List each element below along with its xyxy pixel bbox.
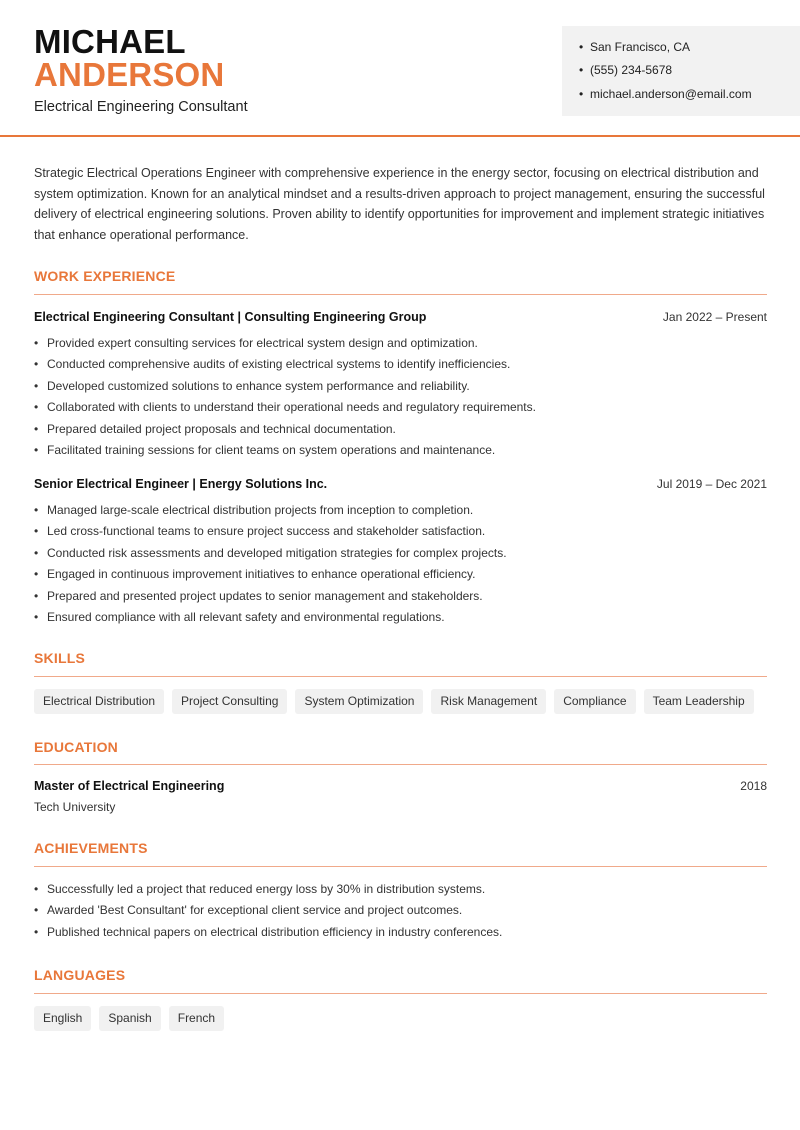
bullet-icon: • [34,567,39,582]
list-item: • Awarded 'Best Consultant' for exceptional client service and project outcomes. [34,903,463,918]
bullet-icon: • [34,442,39,457]
bullet-icon: • [34,378,39,393]
resume-header [0,0,800,137]
section-divider [34,764,767,765]
language-chip: Spanish [99,1006,160,1031]
list-item: • Developed customized solutions to enhance system performance and reliability. [34,378,470,393]
bullet-icon: • [34,357,39,372]
bullet-icon: • [34,588,39,603]
education-school: Tech University [34,800,116,814]
bullet-icon: • [34,400,39,415]
list-item: • Published technical papers on electrical distribution efficiency in industry conferences. [34,924,503,939]
list-item: • Managed large-scale electrical distribution projects from inception to completion. [34,503,474,517]
job-dates: Jan 2022 – Present [662,310,767,324]
section-title-work: WORK EXPERIENCE [34,268,176,284]
contact-phone: • (555) 234-5678 [579,63,673,77]
list-item: • Facilitated training sessions for client teams on system operations and maintenance. [34,442,496,457]
list-item: • Led cross-functional teams to ensure project success and stakeholder satisfaction. [34,524,486,539]
first-name: MICHAEL [34,23,186,60]
language-chip: English [34,1006,91,1031]
bullet-icon: • [34,903,39,918]
list-item: • Prepared and presented project updates to senior management and stakeholders. [34,588,483,603]
bullet-icon: • [579,63,584,77]
last-name: ANDERSON [34,56,225,93]
bullet-icon: • [34,882,39,896]
list-item: • Provided expert consulting services for electrical system design and optimization. [34,336,478,350]
languages-list [34,1006,224,1031]
skill-chip: Risk Management [431,689,546,714]
job-bullets [34,503,507,631]
section-divider [34,676,767,677]
contact-email: • michael.anderson@email.com [579,87,752,101]
bullet-icon: • [34,421,39,436]
job-title: Electrical Engineering Consultant [34,99,248,115]
skill-chip: Electrical Distribution [34,689,164,714]
list-item: • Successfully led a project that reduced energy loss by 30% in distribution systems. [34,882,486,896]
bullet-icon: • [579,87,584,101]
section-divider [34,294,767,295]
bullet-icon: • [34,503,39,517]
skill-chip: Project Consulting [172,689,287,714]
section-title-achievements: ACHIEVEMENTS [34,840,148,856]
bullet-icon: • [34,545,39,560]
list-item: • Prepared detailed project proposals and technical documentation. [34,421,396,436]
section-title-education: EDUCATION [34,739,118,755]
contact-box [562,26,800,116]
language-chip: French [169,1006,224,1031]
skill-chip: Team Leadership [644,689,754,714]
education-year: 2018 [740,779,767,793]
list-item: • Engaged in continuous improvement initiatives to enhance operational efficiency. [34,567,476,582]
achievements-list [34,882,502,946]
contact-location: • San Francisco, CA [579,40,691,54]
job-heading: Electrical Engineering Consultant | Consulting Engineering Group [34,310,427,324]
skills-list [34,689,754,714]
section-title-skills: SKILLS [34,650,85,666]
list-item: • Conducted comprehensive audits of existing electrical systems to identify inefficiencies. [34,357,511,372]
list-item: • Collaborated with clients to understand their operational needs and regulatory requirements. [34,400,536,415]
list-item: • Ensured compliance with all relevant safety and environmental regulations. [34,609,445,624]
bullet-icon: • [34,924,39,939]
bullet-icon: • [34,336,39,350]
bullet-icon: • [34,524,39,539]
bullet-icon: • [579,40,584,54]
section-divider [34,993,767,994]
bullet-icon: • [34,609,39,624]
job-heading: Senior Electrical Engineer | Energy Solutions Inc. [34,477,328,491]
education-degree: Master of Electrical Engineering [34,779,225,793]
summary: Strategic Electrical Operations Engineer with comprehensive experience in the energy sector, focusing on electrical distribution and system optimization. Known for an analytical mindset and a results-driven approach to project management, ensuring the successful delivery of electrical engineering solutions. Proven ability to identify opportunities for improvement and implement strategic initiatives that enhance operational performance. [34,166,765,242]
section-divider [34,866,767,867]
skill-chip: Compliance [554,689,635,714]
job-dates: Jul 2019 – Dec 2021 [656,477,767,491]
skill-chip: System Optimization [295,689,423,714]
job-bullets [34,336,536,464]
list-item: • Conducted risk assessments and developed mitigation strategies for complex projects. [34,545,507,560]
section-title-languages: LANGUAGES [34,967,126,983]
